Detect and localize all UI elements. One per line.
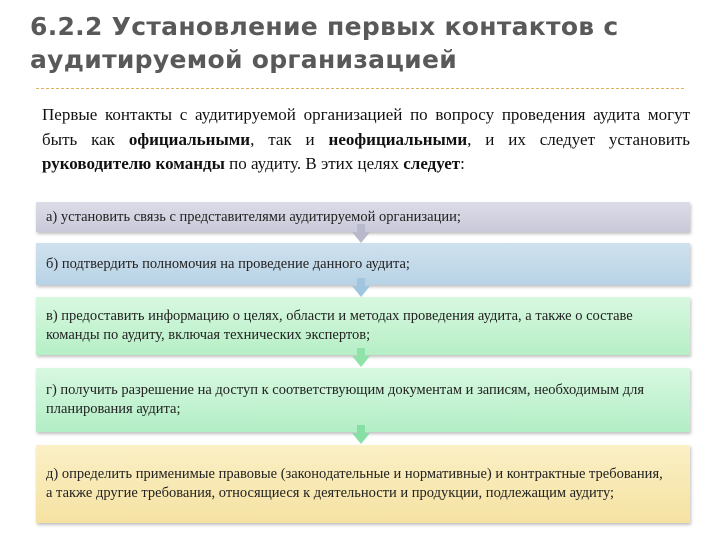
intro-paragraph <box>42 103 690 177</box>
flow-arrow-down-icon-1 <box>352 232 370 243</box>
intro-text-2: , так и <box>250 129 329 149</box>
intro-text-4: по аудиту. В этих целях <box>224 154 404 173</box>
intro-bold-should: следует <box>403 154 461 173</box>
step-b-text: б) подтвердить полномочия на проведение данного аудита; <box>46 255 410 272</box>
intro-bold-team-lead: руководителю команды <box>42 154 225 173</box>
slide-title: 6.2.2 Установление первых контактов с аудитируемой организацией <box>30 12 619 74</box>
step-a-text: а) установить связь с представителями аудитируемой организации; <box>46 208 461 225</box>
step-d-text: г) получить разрешение на доступ к соответствующим документам и записям, необходимым для планирования аудита; <box>46 382 645 417</box>
intro-bold-official: официальными <box>128 129 251 149</box>
step-e-text: д) определить применимые правовые (законодательные и нормативные) и контрактные требования, а также другие требования, относящиеся к деятельности и продукции, подлежащим аудиту; <box>46 466 663 501</box>
flow-arrow-down-icon-3 <box>352 356 370 367</box>
flow-arrow-down-icon-4 <box>352 433 370 444</box>
intro-text-3: , и их следует установить <box>467 129 691 149</box>
title-divider <box>36 88 684 89</box>
step-e <box>36 445 690 523</box>
intro-text-5: : <box>460 154 465 173</box>
intro-text-1: Первые контакты с аудитируемой организацией по вопросу проведения аудита могут быть как <box>42 105 690 149</box>
intro-bold-unofficial: неофициальными <box>328 129 468 149</box>
flow-arrow-down-icon-2 <box>352 286 370 297</box>
step-c-text: в) предоставить информацию о целях, области и методах проведения аудита, а также о составе команды по аудиту, включая технических экспертов; <box>46 308 633 343</box>
